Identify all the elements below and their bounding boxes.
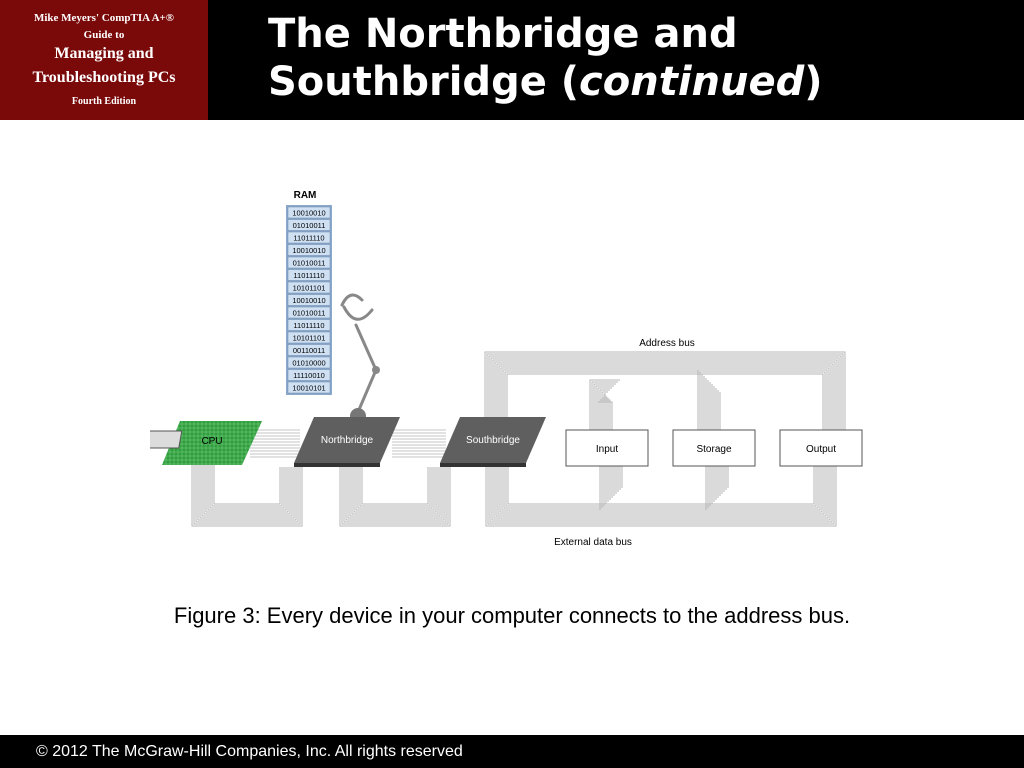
ram-label: RAM <box>293 190 317 201</box>
device-input <box>566 430 648 466</box>
ram-cells <box>288 207 330 393</box>
ram-cell-value: 00110011 <box>292 345 326 355</box>
ram-cell-value: 01010011 <box>292 308 326 318</box>
memory-arm <box>342 295 380 424</box>
copyright-text: © 2012 The McGraw-Hill Companies, Inc. All rights reserved <box>36 743 463 760</box>
ram-cell-value: 10010010 <box>292 245 326 255</box>
device-storage <box>673 430 755 466</box>
book-guide-to: Guide to <box>83 29 125 41</box>
device-output-label: Output <box>805 444 837 455</box>
bus-diagram <box>150 180 880 560</box>
device-input-label: Input <box>595 444 619 455</box>
cpu-label: CPU <box>201 436 223 447</box>
northbridge-chip <box>294 417 400 467</box>
ram-cell-value: 10010010 <box>292 295 326 305</box>
device-output <box>780 430 862 466</box>
figure-caption: Figure 3: Every device in your computer connects to the address bus. <box>173 603 851 628</box>
slide-title-main: The Northbridge and Southbridge ( <box>268 11 738 105</box>
book-title-line1: Managing and <box>54 45 154 62</box>
book-title-line2: Troubleshooting PCs <box>32 69 176 86</box>
ram-cell-value: 01010011 <box>292 220 326 230</box>
ram-cell-value: 10010101 <box>292 383 326 393</box>
southbridge-label: Southbridge <box>466 435 520 446</box>
ram-module <box>286 190 332 395</box>
ram-cell-value: 11011110 <box>293 270 325 280</box>
book-series: Mike Meyers' CompTIA A+® <box>33 12 175 24</box>
footer-bar <box>0 735 1024 768</box>
slide-title-end: ) <box>804 59 823 105</box>
ram-cell-value: 10101101 <box>292 333 326 343</box>
cpu-chip <box>150 421 262 465</box>
southbridge-chip <box>440 417 546 467</box>
ram-cell-value: 11110010 <box>293 370 325 380</box>
device-storage-label: Storage <box>696 444 732 455</box>
ram-cell-value: 10010010 <box>292 208 326 218</box>
book-edition: Fourth Edition <box>71 96 137 107</box>
header-bar <box>0 0 1024 120</box>
slide-title <box>268 10 988 106</box>
ram-cell-value: 11011110 <box>293 233 325 243</box>
ram-cell-value: 11011110 <box>293 320 325 330</box>
external-data-bus <box>192 465 836 526</box>
address-bus-label: Address bus <box>639 338 695 349</box>
ram-cell-value: 10101101 <box>292 283 326 293</box>
ram-cell-value: 01010000 <box>292 358 326 368</box>
book-badge <box>0 0 208 120</box>
data-bus-label: External data bus <box>554 537 632 548</box>
ram-cell-value: 01010011 <box>292 258 326 268</box>
northbridge-label: Northbridge <box>320 435 374 446</box>
slide-title-italic: continued <box>579 59 805 105</box>
